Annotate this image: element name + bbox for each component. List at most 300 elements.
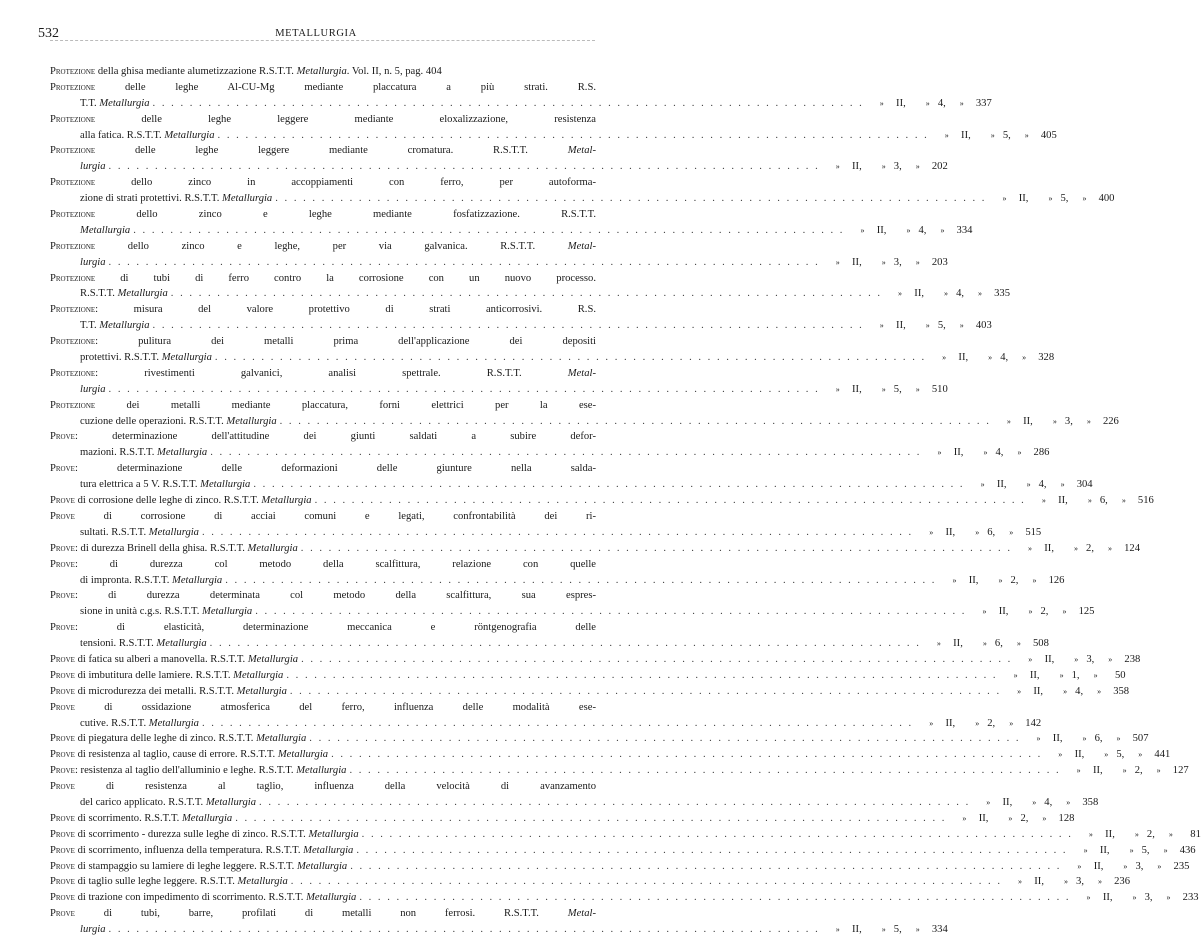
issue-number: 6, <box>994 638 1003 650</box>
entry-heading: Prove <box>50 622 75 634</box>
entry-line <box>50 223 973 239</box>
entry-text: mazioni. R.S.T.T. Metallurgia <box>80 447 208 459</box>
entry-text: Protezione dello zinco e leghe mediante fosfatizzazione. R.S.T.T. <box>50 209 596 221</box>
ditto-mark: » <box>980 480 985 490</box>
volume: II, <box>953 638 963 650</box>
entry-heading: Prove <box>50 590 75 602</box>
dot-leader <box>288 874 1002 890</box>
entry-line <box>50 175 596 191</box>
entry-line <box>50 890 1199 906</box>
ditto-mark: » <box>1066 797 1071 807</box>
index-entry <box>50 143 948 175</box>
journal-name: Metallurgia <box>308 828 359 840</box>
ditto-mark: » <box>944 130 949 140</box>
index-entry <box>50 620 1049 652</box>
journal-name: Metallurgia <box>296 765 347 777</box>
page-ref: 507 <box>1132 733 1149 745</box>
entry-heading: Prove <box>50 781 75 793</box>
ditto-mark: » <box>1036 734 1041 744</box>
entry-text: Prove di scorrimento, influenza della temperatura. R.S.T.T. Metallurgia <box>50 844 354 856</box>
journal-name: Metallurgia <box>148 717 199 729</box>
ditto-mark: » <box>1076 766 1081 776</box>
entry-line <box>50 350 1055 366</box>
entry-line <box>50 604 1095 620</box>
entry-text: protettivi. R.S.T.T. Metallurgia <box>80 352 212 364</box>
ditto-mark: » <box>1088 829 1093 839</box>
entry-line <box>50 668 1126 684</box>
entry-text: Protezione di tubi di ferro contro la corrosione con un nuovo processo. <box>50 272 596 284</box>
entry-text: Prove: di durezza col metodo della scalfittura, relazione con quelle <box>50 558 596 570</box>
page-ref: 128 <box>1058 812 1075 824</box>
page-ref: 441 <box>1154 749 1171 761</box>
ditto-mark: » <box>1104 750 1109 760</box>
page-ref: 235 <box>1173 860 1190 872</box>
page-ref: 127 <box>1172 765 1189 777</box>
dot-leader <box>277 414 991 430</box>
page-ref: 516 <box>1137 495 1154 507</box>
ditto-mark: » <box>1093 670 1098 680</box>
ditto-mark: » <box>1097 686 1102 696</box>
entry-text: Prove di trazione con impedimento di scorrimento. R.S.T.T. Metallurgia <box>50 892 357 904</box>
page-header <box>38 26 594 44</box>
entry-heading: Protezione <box>50 66 96 77</box>
ditto-mark: » <box>982 607 987 617</box>
ditto-mark: » <box>1163 845 1168 855</box>
page-ref: 124 <box>1124 542 1140 554</box>
entry-text: della ghisa mediante alumetizzazione R.S.T.T. <box>95 66 297 77</box>
entry-line <box>50 191 1115 207</box>
ditto-mark: » <box>879 321 884 331</box>
ditto-mark: » <box>1082 194 1087 204</box>
dot-leader <box>106 922 820 938</box>
entry-reference <box>965 477 1093 493</box>
index-entry <box>50 302 992 334</box>
ditto-mark: » <box>1134 829 1139 839</box>
dot-leader <box>106 255 820 271</box>
entry-text: Prove: resistenza al taglio dell'alluminio e leghe. R.S.T.T. Metallurgia <box>50 765 347 777</box>
journal-name: lurgia <box>80 161 106 173</box>
issue-number: 6, <box>1094 733 1103 745</box>
entry-heading: Prove <box>50 876 75 888</box>
issue-number: 3, <box>1144 892 1153 904</box>
journal-name: Metallurgia <box>222 193 273 205</box>
ditto-mark: » <box>1083 845 1088 855</box>
index-entry <box>50 684 1130 700</box>
ditto-mark: » <box>860 225 865 235</box>
issue-number: 4, <box>1038 479 1047 491</box>
issue-number: 2, <box>1040 606 1049 618</box>
ditto-mark: » <box>1132 893 1137 903</box>
volume: II, <box>1018 193 1029 205</box>
ditto-mark: » <box>1086 416 1091 426</box>
page-ref: 236 <box>1114 876 1130 888</box>
ditto-mark: » <box>881 384 886 394</box>
entry-text: Prove: determinazione delle deformazioni delle giunture nella salda- <box>50 463 596 475</box>
entry-reference <box>913 525 1041 541</box>
entry-heading: Protezione <box>50 145 96 157</box>
entry-heading: Protezione <box>50 177 96 189</box>
ditto-mark: » <box>1028 607 1033 617</box>
ditto-mark: » <box>1063 686 1068 696</box>
entry-reference <box>921 445 1049 461</box>
volume: II, <box>953 447 964 459</box>
ditto-mark: » <box>835 925 840 935</box>
entry-text: Prove di tubi, barre, profilati di metalli non ferrosi. R.S.T.T. Metal- <box>50 908 596 920</box>
index-entry <box>50 239 948 271</box>
ditto-mark: » <box>1058 750 1063 760</box>
entry-text: cuzione delle operazioni. R.S.T.T. Metallurgia <box>80 415 277 427</box>
issue-number: 6, <box>1099 495 1108 507</box>
ditto-mark: » <box>1108 654 1113 664</box>
page-ref: 436 <box>1179 844 1196 856</box>
entry-line <box>50 684 1130 700</box>
page-number: 532 <box>38 26 59 41</box>
journal-name: Metallurgia <box>247 542 298 554</box>
entry-text: Protezione delle leghe Al-CU-Mg mediante placcatura a più strati. R.S. <box>50 81 596 93</box>
entry-line <box>50 302 596 318</box>
entry-text: Protezione dello zinco in accoppiamenti con ferro, per autoforma- <box>50 177 596 189</box>
entry-reference <box>1073 827 1201 843</box>
entry-line <box>50 445 1050 461</box>
ditto-mark: » <box>1048 194 1053 204</box>
issue-number: 5, <box>893 924 902 936</box>
journal-name: Metallurgia <box>148 526 199 538</box>
ditto-mark: » <box>1107 543 1112 553</box>
entry-reference <box>844 223 972 239</box>
entry-line <box>50 382 948 398</box>
issue-number: 2, <box>1010 574 1019 586</box>
ditto-mark: » <box>1027 543 1032 553</box>
entry-text: Prove: di durezza determinata col metodo della scalfittura, sua espres- <box>50 590 596 602</box>
dot-leader <box>298 652 1012 668</box>
entry-reference <box>1068 843 1196 859</box>
journal-name: Metal- <box>567 240 596 252</box>
dot-leader <box>222 573 936 589</box>
entry-text <box>80 159 106 175</box>
issue-number: 5, <box>893 383 902 395</box>
ditto-mark: » <box>906 225 911 235</box>
volume: II, <box>958 352 969 364</box>
journal-name: Metallurgia <box>117 288 168 300</box>
journal-name: Metallurgia <box>261 495 312 507</box>
entry-line <box>50 112 596 128</box>
ditto-mark: » <box>1017 448 1022 458</box>
entry-text: Prove di stampaggio su lamiere di leghe leggere. R.S.T.T. Metallurgia <box>50 860 348 872</box>
ditto-mark: » <box>1017 686 1022 696</box>
entry-reference <box>913 716 1041 732</box>
ditto-mark: » <box>1121 496 1126 506</box>
ditto-mark: » <box>952 575 957 585</box>
entry-reference <box>1012 652 1140 668</box>
journal-name: Metallurgia <box>306 892 357 904</box>
entry-heading: Prove <box>50 844 75 856</box>
ditto-mark: » <box>915 162 920 172</box>
volume: II, <box>1023 415 1033 427</box>
index-entry <box>50 366 948 398</box>
dot-leader <box>306 731 1020 747</box>
issue-number: 5, <box>1060 193 1069 205</box>
page-ref: 286 <box>1033 447 1050 459</box>
volume: II, <box>1074 749 1085 761</box>
entry-heading: Prove <box>50 749 75 761</box>
entry-heading: Prove <box>50 653 75 665</box>
entry-heading: Protezione <box>50 240 96 252</box>
entry-heading: Prove <box>50 860 75 872</box>
dot-leader <box>287 684 1001 700</box>
issue-number: 2, <box>1134 765 1143 777</box>
entry-heading: Protezione <box>50 81 96 93</box>
journal-name: Metallurgia <box>181 812 233 824</box>
index-entry <box>50 557 1065 589</box>
entry-text: Protezione dei metalli mediante placcatura, forni elettrici per la ese- <box>50 399 596 411</box>
ditto-mark: » <box>937 448 942 458</box>
ditto-mark: » <box>1041 496 1046 506</box>
ditto-mark: » <box>975 718 980 728</box>
entry-heading: Prove <box>50 463 75 475</box>
entry-line <box>50 255 948 271</box>
journal-name: lurgia <box>80 924 106 936</box>
entry-line <box>50 159 948 175</box>
ditto-mark: » <box>1032 575 1037 585</box>
volume: II, <box>852 383 862 395</box>
ditto-mark: » <box>982 639 987 649</box>
volume: II, <box>1044 653 1055 665</box>
volume: II, <box>914 288 925 300</box>
ditto-mark: » <box>959 321 964 331</box>
entry-heading: Prove <box>50 812 75 824</box>
volume: II, <box>1034 876 1044 888</box>
entry-text: T.T. Metallurgia <box>80 97 150 109</box>
entry-line <box>50 700 596 716</box>
entry-text: sione in unità c.g.s. R.S.T.T. Metallurgia <box>80 606 253 618</box>
entry-text: Prove: determinazione dell'attitudine dei giunti saldati a subire defor- <box>50 431 596 443</box>
dot-leader <box>256 795 970 811</box>
entry-reference <box>1042 747 1170 763</box>
volume: II, <box>852 161 862 173</box>
entry-heading: Prove <box>50 542 75 554</box>
dot-leader <box>199 525 913 541</box>
entry-line <box>50 652 1141 668</box>
entry-reference <box>882 286 1010 302</box>
ditto-mark: » <box>1074 654 1079 664</box>
volume: II, <box>852 924 862 936</box>
volume: II, <box>1029 669 1040 681</box>
journal-name: Metallurgia <box>236 685 287 697</box>
entry-line <box>50 477 1093 493</box>
issue-number: 4, <box>937 97 946 109</box>
issue-number: 3, <box>1076 876 1084 888</box>
entry-heading: Prove <box>50 701 75 713</box>
issue-number: 3, <box>1135 860 1144 872</box>
entry-heading: Protezione <box>50 113 96 125</box>
dot-leader <box>106 159 820 175</box>
entry-text: Prove di taglio sulle leghe leggere. R.S.T.T. Metallurgia <box>50 876 288 888</box>
entry-text: Prove di piegatura delle leghe di zinco. R.S.T.T. Metallurgia <box>50 733 307 745</box>
index-entry <box>50 461 1093 493</box>
entry-line <box>50 731 1149 747</box>
volume: II, <box>1033 685 1044 697</box>
issue-number: 3, <box>893 161 902 173</box>
index-entry <box>50 271 1011 303</box>
volume: II, <box>1102 892 1113 904</box>
volume: II, <box>996 479 1007 491</box>
index-entry <box>50 80 992 112</box>
entry-reference <box>936 573 1064 589</box>
ditto-mark: » <box>1024 130 1029 140</box>
index-entry <box>50 112 1057 144</box>
journal-name: lurgia <box>80 256 106 268</box>
journal-name: Metallurgia <box>205 796 257 808</box>
entry-reference <box>864 96 992 112</box>
issue-number: 1, <box>1071 669 1080 681</box>
entry-heading: Prove <box>50 431 75 443</box>
entry-line <box>50 827 1201 843</box>
entry-line <box>50 859 1190 875</box>
page-ref: 126 <box>1048 574 1065 586</box>
page-ref: 202 <box>931 161 948 173</box>
ditto-mark: » <box>1026 480 1031 490</box>
ditto-mark: » <box>975 527 980 537</box>
index-entry <box>50 906 948 938</box>
issue-number: 4, <box>956 288 965 300</box>
entry-text: Protezione: misura del valore protettivo di strati anticorrosivi. R.S. <box>50 304 596 316</box>
entry-line <box>50 493 1154 509</box>
ditto-mark: » <box>1060 480 1065 490</box>
dot-leader <box>106 382 820 398</box>
entry-line <box>50 143 596 159</box>
entry-reference <box>1061 763 1189 779</box>
dot-leader <box>359 827 1073 843</box>
header-rule <box>50 40 595 41</box>
volume: II, <box>945 526 956 538</box>
entry-heading: Prove <box>50 733 75 745</box>
ditto-mark: » <box>1042 813 1047 823</box>
entry-text: R.S.T.T. Metallurgia <box>80 288 168 300</box>
entry-text <box>80 223 130 239</box>
entry-heading: Protezione <box>50 272 96 284</box>
entry-text: del carico applicato. R.S.T.T. Metallurgia <box>80 796 257 808</box>
entry-text: zione di strati protettivi. R.S.T.T. Metallurgia <box>80 193 273 205</box>
entry-reference <box>820 922 948 938</box>
ditto-mark: » <box>925 321 930 331</box>
entry-reference <box>929 128 1057 144</box>
entry-line <box>50 557 596 573</box>
page-ref: 358 <box>1082 796 1099 808</box>
page-ref: 142 <box>1025 717 1042 729</box>
entry-text: Protezione delle leghe leggere mediante eloxalizzazione, resistenza <box>50 113 596 125</box>
page-ref: 304 <box>1076 479 1093 491</box>
dot-leader <box>353 843 1067 859</box>
issue-number: 2, <box>1146 828 1155 840</box>
ditto-mark: » <box>881 257 886 267</box>
entry-line <box>50 207 596 223</box>
index-entry <box>50 668 1126 684</box>
page-ref: 510 <box>931 383 948 395</box>
entry-text: alla fatica. R.S.T.T. Metallurgia <box>80 129 215 141</box>
index-entry <box>50 731 1149 747</box>
page-ref: 233 <box>1182 892 1199 904</box>
ditto-mark: » <box>1002 194 1007 204</box>
ditto-mark: » <box>915 384 920 394</box>
ditto-mark: » <box>1122 766 1127 776</box>
entry-reference <box>1071 890 1199 906</box>
entry-heading: Protezione <box>50 209 96 221</box>
dot-leader <box>346 763 1060 779</box>
entry-text: Prove di fatica su alberi a manovella. R.S.T.T. Metallurgia <box>50 653 299 665</box>
entry-line <box>50 286 1011 302</box>
index-entry <box>50 811 1075 827</box>
journal-name: Metallurgia <box>202 606 253 618</box>
page-ref: 405 <box>1040 129 1057 141</box>
dot-leader <box>168 286 882 302</box>
issue-number: 5, <box>1141 844 1150 856</box>
entry-reference <box>820 382 948 398</box>
journal-name: Metallurgia <box>200 479 251 491</box>
entry-line <box>50 906 596 922</box>
journal-name: Metal- <box>567 367 596 379</box>
ditto-mark: » <box>1022 353 1027 363</box>
ditto-mark: » <box>1016 639 1021 649</box>
ditto-mark: » <box>915 257 920 267</box>
volume: II, <box>978 812 989 824</box>
index-entry <box>50 747 1171 763</box>
index-entry <box>50 890 1199 906</box>
ditto-mark: » <box>1086 893 1091 903</box>
ditto-mark: » <box>1017 877 1022 887</box>
dot-leader <box>272 191 986 207</box>
ditto-mark: » <box>944 289 949 299</box>
entry-text: Prove di microdurezza dei metalli. R.S.T.T. Metallurgia <box>50 685 287 697</box>
entry-heading: Prove <box>50 908 75 920</box>
entry-line <box>50 271 596 287</box>
journal-name: lurgia <box>80 383 106 395</box>
ditto-mark: » <box>1073 543 1078 553</box>
issue-number: 2, <box>1086 542 1094 554</box>
dot-leader <box>250 477 964 493</box>
dot-leader <box>283 668 997 684</box>
index-entry <box>50 334 1055 366</box>
entry-reference <box>926 350 1054 366</box>
journal-name: Metallurgia <box>303 844 354 856</box>
page-ref: 515 <box>1025 526 1042 538</box>
volume: II, <box>1052 733 1063 745</box>
entry-line <box>50 318 992 334</box>
ditto-mark: » <box>898 289 903 299</box>
entry-heading: Prove <box>50 669 75 681</box>
index-entry <box>50 429 1050 461</box>
index-entry <box>50 827 1201 843</box>
entry-line <box>50 795 1099 811</box>
index-entry <box>50 700 1042 732</box>
entry-reference <box>820 159 948 175</box>
ditto-mark: » <box>835 162 840 172</box>
index-entry <box>50 207 973 239</box>
entry-line <box>50 366 596 382</box>
ditto-mark: » <box>835 384 840 394</box>
ditto-mark: » <box>990 130 995 140</box>
entry-line <box>50 80 596 96</box>
entry-reference <box>946 811 1074 827</box>
ditto-mark: » <box>1138 750 1143 760</box>
entry-line <box>50 922 948 938</box>
entry-line <box>50 636 1049 652</box>
ditto-mark: » <box>1156 766 1161 776</box>
page-ref: 400 <box>1098 193 1115 205</box>
dot-leader <box>347 859 1061 875</box>
index-entry <box>50 763 1189 779</box>
page-ref: 403 <box>975 320 992 332</box>
journal-name: Metallurgia <box>172 574 223 586</box>
